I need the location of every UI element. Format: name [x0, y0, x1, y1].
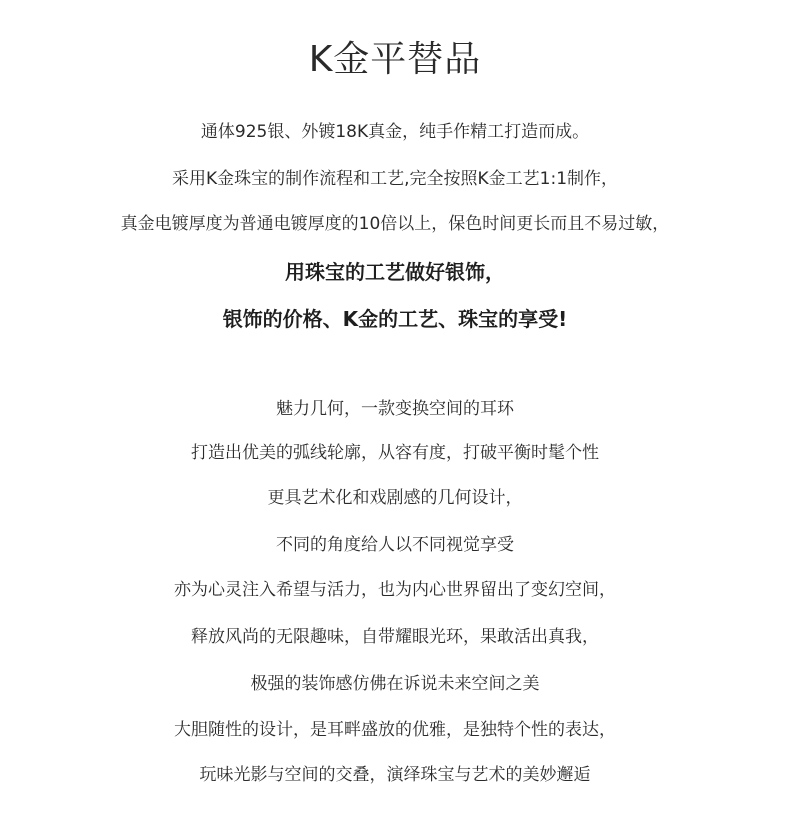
description-line-1: 魅力几何，一款变换空间的耳环 [276, 399, 514, 419]
intro-line-1: 通体925银、外镀18K真金，纯手作精工打造而成。 [200, 122, 590, 142]
description-line-6: 释放风尚的无限趣味，自带耀眼光环，果敢活出真我， [191, 627, 599, 647]
description-line-5: 亦为心灵注入希望与活力，也为内心世界留出了变幻空间， [174, 580, 616, 600]
description-line-7: 极强的装饰感仿佛在诉说未来空间之美 [250, 674, 540, 694]
slogan-line-2: 银饰的价格、K金的工艺、珠宝的享受! [222, 307, 568, 331]
intro-line-2: 采用K金珠宝的制作流程和工艺,完全按照K金工艺1:1制作， [171, 169, 619, 189]
description-line-4: 不同的角度给人以不同视觉享受 [276, 535, 514, 555]
page-title: K金平替品 [308, 39, 482, 80]
slogan-line-1: 用珠宝的工艺做好银饰， [285, 260, 505, 284]
description-line-2: 打造出优美的弧线轮廓，从容有度，打破平衡时髦个性 [191, 443, 599, 463]
description-line-8: 大胆随性的设计，是耳畔盛放的优雅，是独特个性的表达， [174, 720, 616, 740]
description-line-3: 更具艺术化和戏剧感的几何设计， [267, 488, 523, 508]
description-line-9: 玩味光影与空间的交叠，演绎珠宝与艺术的美妙邂逅 [199, 765, 591, 785]
intro-line-3: 真金电镀厚度为普通电镀厚度的10倍以上，保色时间更长而且不易过敏， [120, 214, 670, 234]
